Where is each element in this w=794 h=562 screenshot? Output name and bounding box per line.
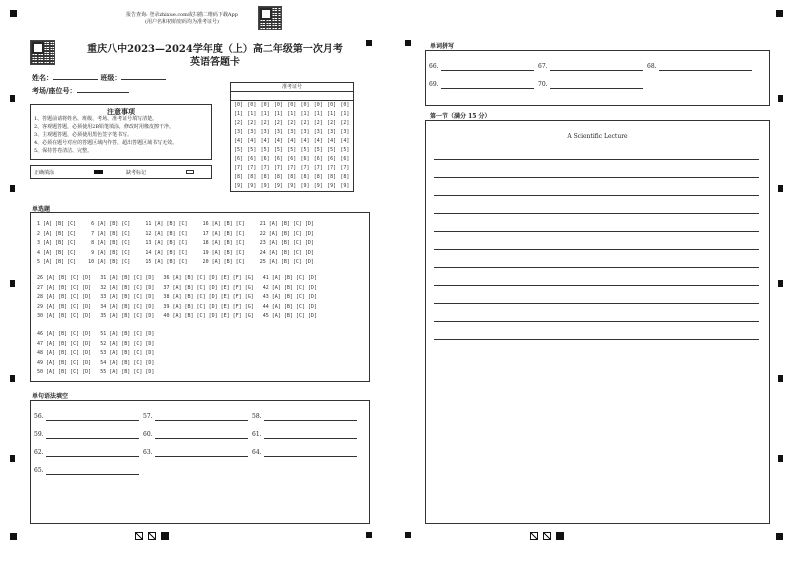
spelling-answer-line[interactable] [659,70,752,71]
page-subtitle: 英语答题卡 [190,57,240,68]
choice-row[interactable]: 46 [A] [B] [C] [D] 51 [A] [B] [C] [D] [37,331,155,337]
exam-id-digit[interactable]: [0] [300,102,310,108]
exam-id-digit[interactable]: [4] [273,138,283,144]
exam-id-digit[interactable]: [8] [313,174,323,180]
exam-id-digit[interactable]: [7] [287,165,297,171]
exam-id-digit[interactable]: [4] [313,138,323,144]
grammar-number: 58. [252,413,262,420]
exam-id-digit[interactable]: [8] [287,174,297,180]
exam-id-digit[interactable]: [1] [300,111,310,117]
spelling-number: 67. [538,63,548,70]
exam-id-digit[interactable]: [7] [300,165,310,171]
timing-mark [778,375,783,382]
exam-id-digit[interactable]: [2] [340,120,350,126]
seat-row [32,86,129,96]
seat-label: 考场/座位号： [32,86,77,95]
choice-row[interactable]: 26 [A] [B] [C] [D] 31 [A] [B] [C] [D] 36 [A] [B] [C] [D] [E] [F] [G] 41 [A] [B] [C] [D] [37,275,317,281]
exam-id-digit[interactable]: [3] [247,129,257,135]
notice-item: 1、答题前请将姓名、班级、考场、准考证号填写清楚。 [34,116,158,122]
page-code-box [148,532,156,540]
exam-id-digit[interactable]: [1] [260,111,270,117]
timing-mark [10,455,15,462]
grammar-answer-line[interactable] [46,420,139,421]
writing-line[interactable] [434,321,759,322]
single-choice-box [30,212,370,382]
notice-title: 注意事项 [107,107,135,116]
exam-id-digit[interactable]: [2] [313,120,323,126]
spelling-answer-line[interactable] [441,70,534,71]
exam-id-digit[interactable]: [9] [300,183,310,189]
choice-row[interactable]: 2 [A] [B] [C] 7 [A] [B] [C] 12 [A] [B] [C] 17 [A] [B] [C] 22 [A] [B] [C] [D] [37,230,314,237]
exam-id-digit[interactable]: [9] [273,183,283,189]
exam-id-digit[interactable]: [9] [247,183,257,189]
notice-box [30,104,212,160]
correct-fill-label: 正确填涂 [34,170,55,176]
exam-id-digit[interactable]: [9] [313,183,323,189]
exam-id-digit[interactable]: [3] [327,129,337,135]
writing-line[interactable] [434,303,759,304]
exam-id-digit[interactable]: [6] [340,156,350,162]
registration-mark [10,10,17,17]
exam-id-digit[interactable]: [3] [287,129,297,135]
exam-id-digit[interactable]: [9] [327,183,337,189]
exam-id-digit[interactable]: [7] [247,165,257,171]
choice-row[interactable]: 49 [A] [B] [C] [D] 54 [A] [B] [C] [D] [37,359,155,366]
exam-id-digit[interactable]: [6] [260,156,270,162]
choice-row[interactable]: 1 [A] [B] [C] 6 [A] [B] [C] 11 [A] [B] [C] 16 [A] [B] [C] 21 [A] [B] [C] [D] [37,221,314,227]
notice-item: 5、保持答卷清洁、完整。 [34,148,93,154]
exam-id-digit[interactable]: [2] [287,120,297,126]
grammar-answer-line[interactable] [155,438,248,439]
page-code-box [135,532,143,540]
exam-id-digit[interactable]: [8] [247,174,257,180]
exam-id-digit[interactable]: [1] [327,111,337,117]
writing-line[interactable] [434,195,759,196]
exam-id-digit[interactable]: [3] [340,129,350,135]
registration-mark [776,10,783,17]
grammar-number: 57. [143,413,153,420]
registration-mark [776,533,783,540]
page-title: 重庆八中2023—2024学年度（上）高二年级第一次月考 [87,44,343,55]
report-query-note: 报告查询: 登录zhixue.com或扫描二维码下载App [126,12,238,18]
exam-id-digit[interactable]: [4] [247,138,257,144]
exam-id-digit[interactable]: [2] [327,120,337,126]
timing-mark [405,40,411,46]
notice-item: 2、客观题答题，必须使用2B铅笔填涂，修改时用橡皮擦干净。 [34,124,175,130]
exam-id-digit[interactable]: [3] [260,129,270,135]
timing-mark [778,185,783,192]
exam-id-digit[interactable]: [6] [247,156,257,162]
timing-mark [10,280,15,287]
fill-sample-box [30,165,212,179]
writing-title: 第一节（满分 15 分） [430,113,491,120]
timing-mark [366,532,372,538]
exam-id-digit[interactable]: [5] [247,147,257,153]
spelling-number: 69. [429,81,439,88]
writing-line[interactable] [434,231,759,232]
exam-id-digit[interactable]: [1] [234,111,244,117]
exam-id-digit[interactable]: [3] [234,129,244,135]
exam-id-title: 准考证号 [281,84,302,90]
exam-id-digit[interactable]: [0] [340,102,350,108]
correct-fill-sample [94,170,103,174]
exam-id-digit[interactable]: [1] [287,111,297,117]
class-label: 班级： [100,73,122,82]
exam-id-digit[interactable]: [5] [300,147,310,153]
grammar-answer-line[interactable] [46,456,139,457]
exam-id-digit[interactable]: [6] [313,156,323,162]
choice-row[interactable]: 29 [A] [B] [C] [D] 34 [A] [B] [C] [D] 39 [A] [B] [C] [D] [E] [F] [G] 44 [A] [B] [C] [D] [37,303,317,310]
exam-id-digit[interactable]: [0] [287,102,297,108]
page-code-block [161,532,169,540]
exam-id-digit[interactable]: [9] [234,183,244,189]
exam-id-digit[interactable]: [2] [300,120,310,126]
exam-id-digit[interactable]: [2] [234,120,244,126]
exam-id-digit[interactable]: [4] [340,138,350,144]
absent-mark-label: 缺考标记 [126,170,147,176]
timing-mark [10,375,15,382]
exam-id-digit[interactable]: [8] [327,174,337,180]
exam-id-digit[interactable]: [1] [247,111,257,117]
choice-row[interactable]: 4 [A] [B] [C] 9 [A] [B] [C] 14 [A] [B] [C] 19 [A] [B] [C] 24 [A] [B] [C] [D] [37,249,314,256]
single-choice-title: 单选题 [32,206,51,213]
exam-id-digit[interactable]: [8] [300,174,310,180]
exam-id-digit[interactable]: [5] [273,147,283,153]
exam-id-digit[interactable]: [2] [260,120,270,126]
choice-row[interactable]: 5 [A] [B] [C] 10 [A] [B] [C] 15 [A] [B] [C] 20 [A] [B] [C] 25 [A] [B] [C] [D] [37,259,314,265]
writing-line[interactable] [434,285,759,286]
exam-id-digit[interactable]: [0] [234,102,244,108]
qr-code-icon [258,6,282,30]
page-code-box [543,532,551,540]
spelling-answer-line[interactable] [441,88,534,89]
timing-mark [10,185,15,192]
exam-id-digit[interactable]: [7] [260,165,270,171]
choice-row[interactable]: 28 [A] [B] [C] [D] 33 [A] [B] [C] [D] 38 [A] [B] [C] [D] [E] [F] [G] 43 [A] [B] [C] [D] [37,294,317,300]
page-code-block [556,532,564,540]
grammar-answer-line[interactable] [264,420,357,421]
exam-id-digit[interactable]: [6] [287,156,297,162]
name-row [32,73,166,83]
exam-id-digit[interactable]: [5] [327,147,337,153]
exam-id-digit[interactable]: [9] [260,183,270,189]
grammar-number: 60. [143,431,153,438]
spelling-answer-line[interactable] [550,88,643,89]
exam-id-digit[interactable]: [9] [340,183,350,189]
grammar-title: 单句语法填空 [32,393,69,400]
writing-line[interactable] [434,213,759,214]
exam-id-digit[interactable]: [0] [273,102,283,108]
grammar-number: 62. [34,449,44,456]
exam-id-digit[interactable]: [6] [273,156,283,162]
exam-id-digit[interactable]: [4] [327,138,337,144]
grammar-answer-line[interactable] [155,456,248,457]
exam-id-digit[interactable]: [0] [327,102,337,108]
timing-mark [10,95,15,102]
choice-row[interactable]: 30 [A] [B] [C] [D] 35 [A] [B] [C] [D] 40 [A] [B] [C] [D] [E] [F] [G] 45 [A] [B] [C] [D] [37,313,317,319]
timing-mark [778,95,783,102]
exam-id-digit[interactable]: [5] [260,147,270,153]
choice-row[interactable]: 3 [A] [B] [C] 8 [A] [B] [C] 13 [A] [B] [C] 18 [A] [B] [C] 23 [A] [B] [C] [D] [37,240,314,246]
timing-mark [778,455,783,462]
exam-id-digit[interactable]: [7] [340,165,350,171]
exam-id-digit[interactable]: [7] [327,165,337,171]
grammar-answer-line[interactable] [155,420,248,421]
name-field[interactable] [53,79,98,80]
choice-row[interactable]: 47 [A] [B] [C] [D] 52 [A] [B] [C] [D] [37,340,155,347]
login-note: (用户名和初始密码均为准考证号) [145,19,219,25]
exam-id-digit[interactable]: [8] [234,174,244,180]
exam-id-digit[interactable]: [3] [273,129,283,135]
writing-line[interactable] [434,339,759,340]
spelling-number: 66. [429,63,439,70]
exam-id-digit[interactable]: [2] [247,120,257,126]
exam-id-digit[interactable]: [1] [273,111,283,117]
writing-line[interactable] [434,267,759,268]
exam-id-digit[interactable]: [5] [234,147,244,153]
grammar-number: 59. [34,431,44,438]
exam-id-digit[interactable]: [1] [340,111,350,117]
exam-id-digit[interactable]: [8] [340,174,350,180]
timing-mark [778,280,783,287]
exam-id-digit[interactable]: [6] [300,156,310,162]
exam-id-digit[interactable]: [5] [313,147,323,153]
exam-id-digit[interactable]: [4] [234,138,244,144]
grammar-number: 56. [34,413,44,420]
spelling-answer-line[interactable] [550,70,643,71]
exam-id-digit[interactable]: [6] [234,156,244,162]
seat-field[interactable] [77,92,129,93]
spelling-box [425,50,770,106]
spelling-number: 68. [647,63,657,70]
grammar-answer-line[interactable] [264,438,357,439]
grammar-answer-line[interactable] [46,474,139,475]
grammar-answer-line[interactable] [264,456,357,457]
exam-id-digit[interactable]: [0] [313,102,323,108]
exam-id-digit[interactable]: [4] [260,138,270,144]
writing-heading: A Scientific Lecture [567,133,628,140]
exam-id-digit[interactable]: [7] [313,165,323,171]
exam-id-digit[interactable]: [7] [273,165,283,171]
absent-mark-box[interactable] [186,170,194,174]
page-code-box [530,532,538,540]
name-label: 姓名： [32,73,53,82]
writing-box [425,120,770,524]
exam-id-digit[interactable]: [0] [247,102,257,108]
choice-row[interactable]: 48 [A] [B] [C] [D] 53 [A] [B] [C] [D] [37,350,155,356]
grammar-box [30,400,370,524]
exam-id-digit[interactable]: [0] [260,102,270,108]
exam-id-digit[interactable]: [6] [327,156,337,162]
exam-id-digit[interactable]: [4] [287,138,297,144]
registration-mark [10,533,17,540]
choice-row[interactable]: 27 [A] [B] [C] [D] 32 [A] [B] [C] [D] 37 [A] [B] [C] [D] [E] [F] [G] 42 [A] [B] [C] [D] [37,284,317,291]
exam-id-digit[interactable]: [5] [287,147,297,153]
exam-id-digit[interactable]: [2] [273,120,283,126]
grammar-answer-line[interactable] [46,438,139,439]
writing-line[interactable] [434,249,759,250]
class-field[interactable] [121,79,166,80]
grammar-number: 65. [34,467,44,474]
writing-line[interactable] [434,177,759,178]
notice-item: 4、必须在题号对应的答题区域内作答，超出答题区域书写无效。 [34,140,178,146]
exam-id-digit[interactable]: [9] [287,183,297,189]
exam-id-box [230,82,354,192]
exam-id-digit[interactable]: [3] [300,129,310,135]
grammar-number: 63. [143,449,153,456]
exam-id-digit[interactable]: [7] [234,165,244,171]
exam-id-digit[interactable]: [1] [313,111,323,117]
qr-code-icon [30,40,55,65]
exam-id-digit[interactable]: [8] [260,174,270,180]
grammar-number: 61. [252,431,262,438]
exam-id-digit[interactable]: [8] [273,174,283,180]
spelling-number: 70. [538,81,548,88]
writing-line[interactable] [434,159,759,160]
exam-id-digit[interactable]: [5] [340,147,350,153]
exam-id-digit[interactable]: [3] [313,129,323,135]
notice-item: 3、主观题答题，必须使用黑色签字笔书写。 [34,132,133,138]
spelling-title: 单词拼写 [430,43,455,50]
choice-row[interactable]: 50 [A] [B] [C] [D] 55 [A] [B] [C] [D] [37,369,155,375]
exam-id-digit[interactable]: [4] [300,138,310,144]
grammar-number: 64. [252,449,262,456]
timing-mark [405,532,411,538]
